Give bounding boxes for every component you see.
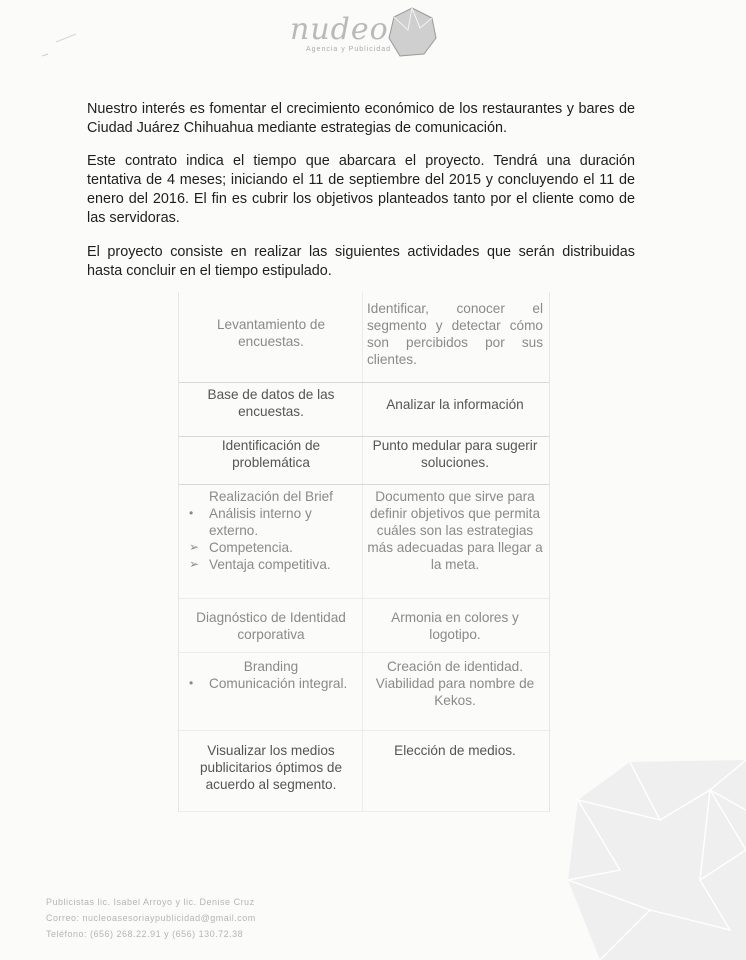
polygon-gem-icon xyxy=(386,6,438,58)
arrow-bullet-icon: ➢ xyxy=(189,557,200,571)
row-divider xyxy=(179,382,549,383)
activity-cell: Levantamiento de encuestas. xyxy=(216,317,326,349)
logo-wordmark: nudeo xyxy=(290,12,389,47)
bullet-text: Comunicación integral. xyxy=(209,676,348,691)
list-item xyxy=(183,556,359,573)
description-cell: Documento que sirve para definir objetivos que permita cuáles son las estrategias más adecuadas para llegar a la meta. xyxy=(367,489,543,572)
activity-cell xyxy=(183,488,359,573)
row-divider xyxy=(179,811,549,812)
intro-paragraph: Nuestro interés es fomentar el crecimiento económico de los restaurantes y bares de Ciudad Juárez Chihuahua mediante estrategias de comunicación. xyxy=(87,101,635,136)
activity-cell: Identificación de problemática xyxy=(221,438,321,470)
page-footer xyxy=(46,894,366,942)
activity-cell xyxy=(183,658,359,692)
activities-table xyxy=(178,292,550,812)
description-cell: Punto medular para sugerir soluciones. xyxy=(372,438,538,470)
activity-bullet-list xyxy=(183,505,359,573)
description-cell: Identificar, conocer el segmento y detectar cómo son percibidos por sus clientes. xyxy=(367,301,543,367)
description-cell: Elección de medios. xyxy=(394,743,516,758)
activity-title: Branding xyxy=(243,659,299,674)
logo-tagline: Agencia y Publicidad xyxy=(306,46,391,53)
activities-intro-paragraph: El proyecto consiste en realizar las siguientes actividades que serán distribuidas hasta concluir en el tiempo estipulado. xyxy=(87,244,635,279)
row-divider xyxy=(179,484,549,485)
list-item xyxy=(183,505,359,539)
bullet-dot-icon: • xyxy=(189,506,194,520)
description-cell: Analizar la información xyxy=(386,397,524,412)
scan-marks xyxy=(40,30,90,60)
bullet-text: Análisis interno y externo. xyxy=(209,506,312,538)
activity-bullet-list xyxy=(183,675,359,692)
column-divider xyxy=(362,292,363,812)
decorative-polygon-icon xyxy=(560,760,746,960)
list-item xyxy=(183,539,359,556)
description-cell: Armonia en colores y logotipo. xyxy=(391,610,519,642)
list-item xyxy=(183,675,359,692)
activity-cell: Diagnóstico de Identidad corporativa xyxy=(196,610,346,642)
row-divider xyxy=(179,730,549,731)
activity-cell: Base de datos de las encuestas. xyxy=(207,387,335,419)
footer-email: Correo: nucleoasesoriaypublicidad@gmail.com xyxy=(46,913,256,923)
footer-publicists: Publicistas lic. Isabel Arroyo y lic. Denise Cruz xyxy=(46,897,255,907)
duration-paragraph: Este contrato indica el tiempo que abarcara el proyecto. Tendrá una duración tentativa de 4 meses; iniciando el 11 de septiembre del 2015 y concluyendo el 11 de enero del 2016. El fin es cubrir los objetivos planteados tanto por el cliente como de las servidoras. xyxy=(87,153,635,226)
bullet-text: Ventaja competitiva. xyxy=(209,557,331,572)
company-logo xyxy=(286,6,456,56)
row-divider xyxy=(179,598,549,599)
row-divider xyxy=(179,652,549,653)
bullet-text: Competencia. xyxy=(209,540,293,555)
activity-title: Realización del Brief xyxy=(209,489,333,504)
footer-phone: Teléfono: (656) 268.22.91 y (656) 130.72.38 xyxy=(46,929,244,939)
arrow-bullet-icon: ➢ xyxy=(189,540,200,554)
activity-cell: Visualizar los medios publicitarios óptimos de acuerdo al segmento. xyxy=(199,743,343,792)
bullet-dot-icon: • xyxy=(189,676,194,690)
description-cell: Creación de identidad. Viabilidad para nombre de Kekos. xyxy=(375,659,535,708)
